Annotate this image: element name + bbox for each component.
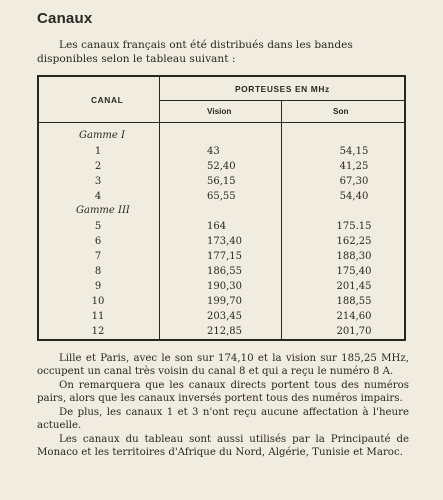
header-porteuses: PORTEUSES EN MHz bbox=[235, 84, 330, 94]
section-title: Canaux bbox=[37, 10, 93, 27]
vision-cell: 43 bbox=[207, 146, 220, 157]
son-cell: 188,55 bbox=[336, 296, 372, 307]
canal-cell: 7 bbox=[94, 251, 102, 262]
son-cell: 175.15 bbox=[336, 221, 372, 232]
table-row bbox=[39, 251, 404, 266]
vision-cell: 164 bbox=[207, 221, 227, 232]
table-row bbox=[39, 146, 404, 161]
son-cell: 54,15 bbox=[339, 146, 369, 157]
header-rule-bottom bbox=[39, 122, 404, 123]
son-cell: 41,25 bbox=[339, 161, 369, 172]
header-canal: CANAL bbox=[91, 95, 124, 105]
son-cell: 175,40 bbox=[336, 266, 372, 277]
son-cell: 188,30 bbox=[336, 251, 372, 262]
table-row bbox=[39, 326, 404, 341]
son-cell: 162,25 bbox=[336, 236, 372, 247]
son-cell: 201,70 bbox=[336, 326, 372, 337]
paragraph-canaux-1-3: De plus, les canaux 1 et 3 n'ont reçu aucune affectation à l'heure actuelle. bbox=[37, 407, 409, 432]
paragraph-lille-paris: Lille et Paris, avec le son sur 174,10 et la vision sur 185,25 MHz, occupent un canal très voisin du canal 8 et qui a reçu le numéro 8 A. bbox=[37, 353, 409, 378]
table-row bbox=[39, 236, 404, 251]
paragraph-monaco: Les canaux du tableau sont aussi utilisés par la Principauté de Monaco et les territoires d'Afrique du Nord, Algérie, Tunisie et Maroc. bbox=[37, 434, 409, 459]
table-row bbox=[39, 281, 404, 296]
canal-cell: 4 bbox=[94, 191, 102, 202]
son-cell: 214,60 bbox=[336, 311, 372, 322]
vision-cell: 212,85 bbox=[207, 326, 242, 337]
gamme-3-label: Gamme III bbox=[76, 205, 130, 216]
canal-cell: 1 bbox=[94, 146, 102, 157]
canal-cell: 3 bbox=[94, 176, 102, 187]
vision-cell: 65,55 bbox=[207, 191, 236, 202]
canal-cell: 8 bbox=[94, 266, 102, 277]
vision-cell: 52,40 bbox=[207, 161, 236, 172]
table-row bbox=[39, 191, 404, 206]
vision-cell: 186,55 bbox=[207, 266, 242, 277]
table-row bbox=[39, 176, 404, 191]
canal-cell: 10 bbox=[91, 296, 105, 307]
table-row bbox=[39, 266, 404, 281]
son-cell: 67,30 bbox=[339, 176, 369, 187]
canal-cell: 12 bbox=[91, 326, 105, 337]
paragraph-directs: On remarquera que les canaux directs portent tous des numéros pairs, alors que les canaux inversés portent tous des numéros impairs. bbox=[37, 380, 409, 405]
table-row bbox=[39, 161, 404, 176]
canal-cell: 2 bbox=[94, 161, 102, 172]
header-son: Son bbox=[333, 107, 349, 116]
gamme-1-label: Gamme I bbox=[79, 130, 125, 141]
vision-cell: 173,40 bbox=[207, 236, 242, 247]
table-row bbox=[39, 221, 404, 236]
vision-cell: 203,45 bbox=[207, 311, 242, 322]
table-row bbox=[39, 311, 404, 326]
vision-cell: 199,70 bbox=[207, 296, 242, 307]
canal-cell: 5 bbox=[94, 221, 102, 232]
canal-cell: 9 bbox=[94, 281, 102, 292]
canal-cell: 6 bbox=[94, 236, 102, 247]
intro-paragraph: Les canaux français ont été distribués dans les bandes disponibles selon le tableau suivant : bbox=[37, 39, 353, 65]
canal-cell: 11 bbox=[91, 311, 105, 322]
channel-table bbox=[37, 75, 406, 341]
vision-cell: 56,15 bbox=[207, 176, 236, 187]
header-vision: Vision bbox=[207, 107, 232, 116]
vision-cell: 190,30 bbox=[207, 281, 242, 292]
table-row bbox=[39, 296, 404, 311]
son-cell: 201,45 bbox=[336, 281, 372, 292]
vision-cell: 177,15 bbox=[207, 251, 242, 262]
son-cell: 54,40 bbox=[339, 191, 369, 202]
